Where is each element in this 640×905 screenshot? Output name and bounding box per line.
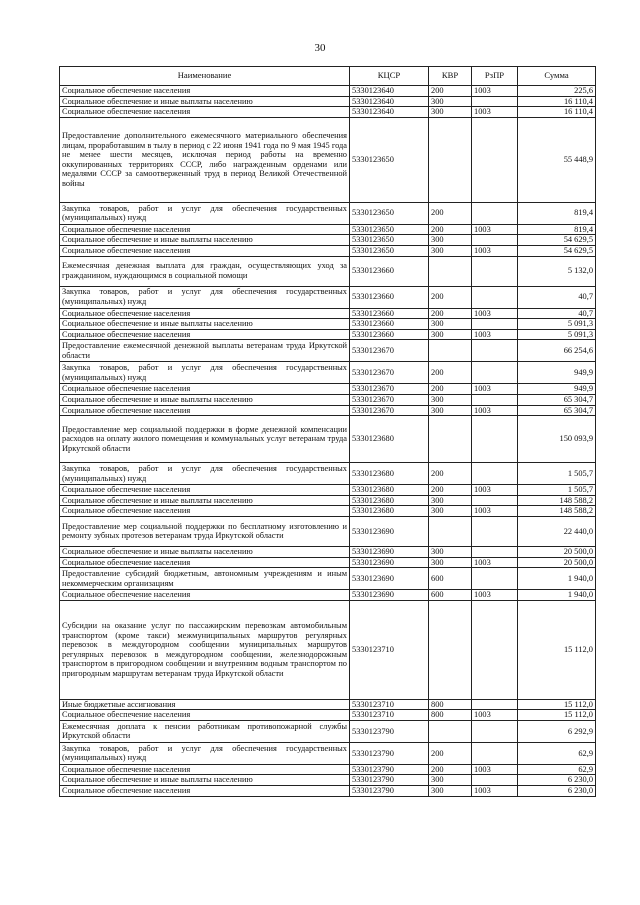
cell-sum: 6 230,0 [518, 786, 596, 797]
cell-name: Закупка товаров, работ и услуг для обеспечения государственных (муниципальных) нужд [60, 463, 350, 485]
cell-sum: 150 093,9 [518, 416, 596, 463]
cell-kcsr: 5330123670 [350, 362, 429, 384]
cell-rzpr [472, 286, 518, 308]
header-name: Наименование [60, 67, 350, 86]
cell-rzpr: 1003 [472, 764, 518, 775]
cell-kvr: 300 [429, 775, 472, 786]
table-row [60, 235, 596, 246]
table-row [60, 202, 596, 224]
cell-sum: 66 254,6 [518, 340, 596, 362]
cell-kvr: 200 [429, 384, 472, 395]
header-sum: Сумма [518, 67, 596, 86]
cell-name: Субсидии на оказание услуг по пассажирским перевозкам автомобильным транспортом (кроме такси) межмуниципальных маршрутов регулярных перевозок в междугородном сообщении муниципальных маршрутов регулярных перевозок в междугородном сообщении, железнодорожным транспортом в пригородном сообщении и внутренним водным транспортом по пригородным маршрутам ветеранам труда Иркутской области [60, 600, 350, 699]
cell-name: Закупка товаров, работ и услуг для обеспечения государственных (муниципальных) нужд [60, 202, 350, 224]
table-row [60, 245, 596, 256]
header-kvr: КВР [429, 67, 472, 86]
table-row [60, 568, 596, 590]
cell-name: Социальное обеспечение и иные выплаты населению [60, 495, 350, 506]
table-row [60, 590, 596, 601]
cell-kvr: 200 [429, 742, 472, 764]
cell-rzpr [472, 362, 518, 384]
cell-kcsr: 5330123790 [350, 775, 429, 786]
table-row [60, 485, 596, 496]
cell-sum: 949,9 [518, 384, 596, 395]
cell-name: Предоставление мер социальной поддержки в форме денежной компенсации расходов на оплату жилого помещения и коммунальных услуг ветеранам труда Иркутской области [60, 416, 350, 463]
cell-sum: 22 440,0 [518, 516, 596, 546]
cell-name: Ежемесячная денежная выплата для граждан, осуществляющих уход за гражданином, нуждающимся в социальной помощи [60, 256, 350, 286]
cell-sum: 5 091,3 [518, 329, 596, 340]
cell-kcsr: 5330123710 [350, 710, 429, 721]
cell-sum: 20 500,0 [518, 557, 596, 568]
cell-name: Закупка товаров, работ и услуг для обеспечения государственных (муниципальных) нужд [60, 286, 350, 308]
table-row [60, 463, 596, 485]
table-row [60, 405, 596, 416]
cell-sum: 148 588,2 [518, 495, 596, 506]
cell-kvr: 300 [429, 319, 472, 330]
cell-name: Социальное обеспечение населения [60, 86, 350, 97]
cell-kvr: 300 [429, 329, 472, 340]
cell-name: Социальное обеспечение населения [60, 557, 350, 568]
cell-name: Социальное обеспечение населения [60, 485, 350, 496]
cell-name: Социальное обеспечение и иные выплаты населению [60, 394, 350, 405]
cell-sum: 15 112,0 [518, 710, 596, 721]
cell-kcsr: 5330123670 [350, 394, 429, 405]
cell-name: Закупка товаров, работ и услуг для обеспечения государственных (муниципальных) нужд [60, 362, 350, 384]
cell-name: Социальное обеспечение населения [60, 329, 350, 340]
cell-kvr: 300 [429, 96, 472, 107]
cell-sum: 15 112,0 [518, 699, 596, 710]
cell-sum: 15 112,0 [518, 600, 596, 699]
cell-sum: 20 500,0 [518, 546, 596, 557]
cell-kcsr: 5330123690 [350, 590, 429, 601]
cell-sum: 65 304,7 [518, 405, 596, 416]
table-row [60, 764, 596, 775]
cell-sum: 1 505,7 [518, 463, 596, 485]
cell-kvr [429, 720, 472, 742]
cell-rzpr: 1003 [472, 710, 518, 721]
cell-sum: 819,4 [518, 224, 596, 235]
cell-kcsr: 5330123670 [350, 340, 429, 362]
table-row [60, 224, 596, 235]
cell-kvr: 200 [429, 202, 472, 224]
cell-sum: 5 091,3 [518, 319, 596, 330]
cell-rzpr [472, 340, 518, 362]
cell-name: Предоставление мер социальной поддержки по бесплатному изготовлению и ремонту зубных протезов ветеранам труда Иркутской области [60, 516, 350, 546]
cell-sum: 225,6 [518, 86, 596, 97]
page-number: 30 [314, 42, 326, 54]
cell-sum: 16 110,4 [518, 107, 596, 118]
cell-kcsr: 5330123650 [350, 202, 429, 224]
table-row [60, 786, 596, 797]
cell-name: Социальное обеспечение населения [60, 308, 350, 319]
cell-kcsr: 5330123690 [350, 516, 429, 546]
table-row [60, 699, 596, 710]
cell-kcsr: 5330123670 [350, 384, 429, 395]
cell-kcsr: 5330123680 [350, 463, 429, 485]
cell-rzpr [472, 256, 518, 286]
cell-rzpr [472, 742, 518, 764]
budget-table [59, 66, 596, 797]
cell-name: Социальное обеспечение населения [60, 107, 350, 118]
cell-sum: 148 588,2 [518, 506, 596, 517]
cell-kcsr: 5330123650 [350, 117, 429, 202]
cell-name: Социальное обеспечение населения [60, 384, 350, 395]
cell-sum: 819,4 [518, 202, 596, 224]
table-row [60, 557, 596, 568]
cell-kcsr: 5330123710 [350, 600, 429, 699]
cell-kvr: 300 [429, 786, 472, 797]
cell-kcsr: 5330123790 [350, 786, 429, 797]
table-row [60, 319, 596, 330]
table-body [60, 86, 596, 797]
cell-rzpr: 1003 [472, 590, 518, 601]
table-row [60, 96, 596, 107]
table-row [60, 362, 596, 384]
cell-rzpr [472, 516, 518, 546]
cell-kcsr: 5330123790 [350, 764, 429, 775]
cell-name: Социальное обеспечение и иные выплаты населению [60, 96, 350, 107]
table-row [60, 506, 596, 517]
cell-kcsr: 5330123680 [350, 485, 429, 496]
cell-kvr [429, 256, 472, 286]
cell-sum: 54 629,5 [518, 245, 596, 256]
cell-name: Социальное обеспечение населения [60, 506, 350, 517]
table-row [60, 720, 596, 742]
cell-name: Социальное обеспечение и иные выплаты населению [60, 546, 350, 557]
cell-kvr: 800 [429, 710, 472, 721]
cell-name: Предоставление ежемесячной денежной выплаты ветеранам труда Иркутской области [60, 340, 350, 362]
cell-kvr: 300 [429, 557, 472, 568]
table-row [60, 416, 596, 463]
cell-kvr: 200 [429, 286, 472, 308]
cell-rzpr: 1003 [472, 485, 518, 496]
cell-sum: 55 448,9 [518, 117, 596, 202]
cell-kcsr: 5330123640 [350, 107, 429, 118]
cell-name: Ежемесячная доплата к пенсии работникам противопожарной службы Иркутской области [60, 720, 350, 742]
header-rzpr: РзПР [472, 67, 518, 86]
cell-rzpr [472, 546, 518, 557]
table-row [60, 394, 596, 405]
cell-sum: 65 304,7 [518, 394, 596, 405]
cell-kcsr: 5330123660 [350, 308, 429, 319]
cell-rzpr [472, 463, 518, 485]
cell-rzpr: 1003 [472, 506, 518, 517]
cell-rzpr [472, 495, 518, 506]
table-row [60, 600, 596, 699]
cell-rzpr: 1003 [472, 329, 518, 340]
cell-kvr [429, 117, 472, 202]
cell-kvr: 300 [429, 506, 472, 517]
cell-name: Социальное обеспечение населения [60, 710, 350, 721]
cell-kvr: 200 [429, 308, 472, 319]
cell-rzpr [472, 117, 518, 202]
cell-rzpr [472, 235, 518, 246]
cell-kvr: 300 [429, 107, 472, 118]
cell-name: Социальное обеспечение населения [60, 786, 350, 797]
cell-rzpr: 1003 [472, 557, 518, 568]
table-row [60, 117, 596, 202]
cell-kvr: 600 [429, 590, 472, 601]
cell-rzpr [472, 699, 518, 710]
cell-kvr: 200 [429, 463, 472, 485]
cell-kvr [429, 340, 472, 362]
cell-kvr: 600 [429, 568, 472, 590]
cell-kcsr: 5330123680 [350, 506, 429, 517]
table-header-row [60, 67, 596, 86]
cell-kcsr: 5330123660 [350, 319, 429, 330]
cell-rzpr: 1003 [472, 107, 518, 118]
cell-kcsr: 5330123650 [350, 245, 429, 256]
cell-kvr: 300 [429, 405, 472, 416]
table-row [60, 516, 596, 546]
cell-kvr: 200 [429, 485, 472, 496]
cell-rzpr: 1003 [472, 405, 518, 416]
table-row [60, 256, 596, 286]
table-row [60, 308, 596, 319]
cell-rzpr [472, 720, 518, 742]
cell-rzpr [472, 394, 518, 405]
table-row [60, 329, 596, 340]
cell-kcsr: 5330123680 [350, 416, 429, 463]
cell-sum: 16 110,4 [518, 96, 596, 107]
cell-rzpr: 1003 [472, 308, 518, 319]
table-row [60, 107, 596, 118]
cell-name: Иные бюджетные ассигнования [60, 699, 350, 710]
table-row [60, 340, 596, 362]
cell-kcsr: 5330123690 [350, 557, 429, 568]
cell-rzpr: 1003 [472, 245, 518, 256]
cell-sum: 62,9 [518, 742, 596, 764]
cell-rzpr: 1003 [472, 86, 518, 97]
cell-rzpr [472, 96, 518, 107]
cell-kcsr: 5330123650 [350, 235, 429, 246]
cell-rzpr: 1003 [472, 384, 518, 395]
cell-sum: 1 505,7 [518, 485, 596, 496]
cell-kcsr: 5330123660 [350, 329, 429, 340]
table-row [60, 546, 596, 557]
table-row [60, 775, 596, 786]
cell-name: Предоставление субсидий бюджетным, автономным учреждениям и иным некоммерческим организациям [60, 568, 350, 590]
cell-rzpr: 1003 [472, 786, 518, 797]
cell-kvr: 300 [429, 495, 472, 506]
cell-name: Социальное обеспечение населения [60, 764, 350, 775]
table-row [60, 384, 596, 395]
table-row [60, 86, 596, 97]
cell-sum: 5 132,0 [518, 256, 596, 286]
cell-sum: 6 292,9 [518, 720, 596, 742]
cell-kcsr: 5330123660 [350, 286, 429, 308]
cell-kcsr: 5330123690 [350, 546, 429, 557]
cell-rzpr [472, 568, 518, 590]
cell-kvr: 300 [429, 394, 472, 405]
cell-rzpr [472, 416, 518, 463]
cell-name: Социальное обеспечение и иные выплаты населению [60, 775, 350, 786]
cell-sum: 54 629,5 [518, 235, 596, 246]
cell-name: Социальное обеспечение населения [60, 245, 350, 256]
cell-kcsr: 5330123680 [350, 495, 429, 506]
cell-kcsr: 5330123790 [350, 742, 429, 764]
cell-kcsr: 5330123650 [350, 224, 429, 235]
cell-name: Социальное обеспечение населения [60, 590, 350, 601]
table-row [60, 286, 596, 308]
cell-rzpr [472, 202, 518, 224]
cell-sum: 40,7 [518, 286, 596, 308]
cell-sum: 6 230,0 [518, 775, 596, 786]
cell-kcsr: 5330123670 [350, 405, 429, 416]
cell-name: Закупка товаров, работ и услуг для обеспечения государственных (муниципальных) нужд [60, 742, 350, 764]
cell-kvr: 300 [429, 235, 472, 246]
cell-kvr: 300 [429, 245, 472, 256]
cell-kvr: 300 [429, 546, 472, 557]
cell-kcsr: 5330123790 [350, 720, 429, 742]
cell-kvr: 200 [429, 362, 472, 384]
cell-kvr [429, 600, 472, 699]
cell-kcsr: 5330123640 [350, 86, 429, 97]
cell-kcsr: 5330123640 [350, 96, 429, 107]
cell-name: Социальное обеспечение населения [60, 224, 350, 235]
cell-rzpr: 1003 [472, 224, 518, 235]
cell-kvr [429, 516, 472, 546]
cell-kcsr: 5330123690 [350, 568, 429, 590]
cell-name: Социальное обеспечение и иные выплаты населению [60, 235, 350, 246]
cell-sum: 62,9 [518, 764, 596, 775]
cell-name: Социальное обеспечение населения [60, 405, 350, 416]
cell-kvr: 200 [429, 764, 472, 775]
cell-sum: 1 940,0 [518, 590, 596, 601]
cell-kcsr: 5330123710 [350, 699, 429, 710]
cell-kvr: 200 [429, 224, 472, 235]
cell-sum: 949,9 [518, 362, 596, 384]
cell-name: Социальное обеспечение и иные выплаты населению [60, 319, 350, 330]
cell-kvr [429, 416, 472, 463]
cell-sum: 40,7 [518, 308, 596, 319]
cell-kvr: 800 [429, 699, 472, 710]
cell-name: Предоставление дополнительного ежемесячного материального обеспечения лицам, проработавшим в тылу в период с 22 июня 1941 года по 9 мая 1945 года не менее шести месяцев, исключая период работы на временно оккупированных территориях СССР, либо награжденным орденами или медалями СССР за самоотверженный труд в период Великой Отечественной войны [60, 117, 350, 202]
table-row [60, 495, 596, 506]
cell-kcsr: 5330123660 [350, 256, 429, 286]
cell-rzpr [472, 775, 518, 786]
header-kcsr: КЦСР [350, 67, 429, 86]
cell-rzpr [472, 319, 518, 330]
cell-kvr: 200 [429, 86, 472, 97]
cell-sum: 1 940,0 [518, 568, 596, 590]
table-row [60, 710, 596, 721]
table-row [60, 742, 596, 764]
cell-rzpr [472, 600, 518, 699]
